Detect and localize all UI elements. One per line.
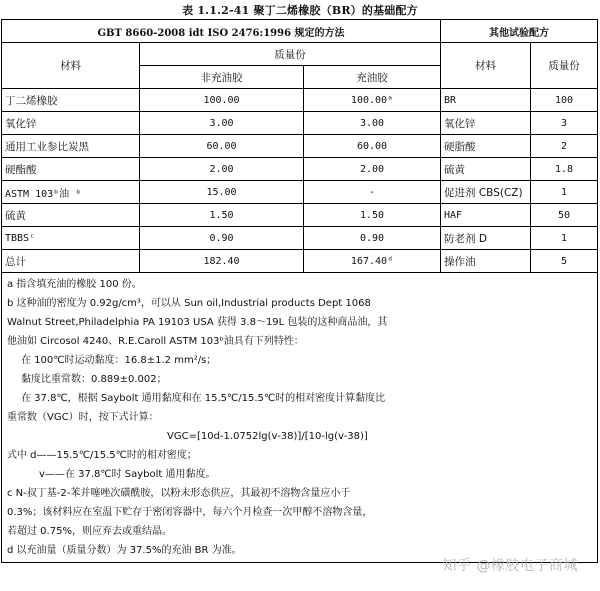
row-oil: 3.00 bbox=[304, 112, 441, 135]
row-right-parts: 3 bbox=[531, 112, 598, 135]
row-right-parts: 1 bbox=[531, 227, 598, 250]
row-right-material: BR bbox=[441, 89, 531, 112]
footnote-b: b 这种油的密度为 0.92g/cm³，可以从 Sun oil,Industrial products Dept 1068 bbox=[7, 298, 371, 309]
row-material: TBBSᶜ bbox=[2, 227, 140, 250]
formula-legend-d: 式中 d——15.5℃/15.5℃时的相对密度； bbox=[7, 450, 197, 461]
col-header-material: 材料 bbox=[2, 43, 140, 89]
footnote-b-line2: Walnut Street,Philadelphia PA 19103 USA 获得 3.8～19L 包装的这种商品油，其 bbox=[7, 317, 388, 328]
row-right-material: 操作油 bbox=[441, 250, 531, 273]
footnote-c-line2: 0.3%；该材料应在室温下贮存于密闭容器中，每六个月检查一次甲醇不溶物含量， bbox=[7, 507, 373, 518]
row-material: 丁二烯橡胶 bbox=[2, 89, 140, 112]
row-oil: - bbox=[304, 181, 441, 204]
row-right-material: 硬脂酸 bbox=[441, 135, 531, 158]
table-row bbox=[2, 89, 598, 112]
col-header-oil: 充油胶 bbox=[304, 66, 441, 89]
table-row bbox=[2, 227, 598, 250]
row-right-parts: 50 bbox=[531, 204, 598, 227]
vgc-formula: VGC=[10d-1.0752lg(v-38)]/[10-lg(v-38)] bbox=[167, 431, 368, 442]
row-right-material: 促进剂 CBS(CZ) bbox=[441, 181, 531, 204]
table-row bbox=[2, 112, 598, 135]
row-non-oil: 60.00 bbox=[140, 135, 304, 158]
row-oil: 1.50 bbox=[304, 204, 441, 227]
footnote-d: d 以充油量（质量分数）为 37.5%的充油 BR 为准。 bbox=[7, 545, 242, 556]
row-right-material: 硫黄 bbox=[441, 158, 531, 181]
row-right-parts: 5 bbox=[531, 250, 598, 273]
table-row bbox=[2, 135, 598, 158]
row-material: 硫黄 bbox=[2, 204, 140, 227]
table-row bbox=[2, 250, 598, 273]
table-row bbox=[2, 158, 598, 181]
footnotes bbox=[2, 273, 598, 563]
table-row bbox=[2, 204, 598, 227]
col-header-parts: 质量份 bbox=[140, 43, 441, 66]
footnote-a: a 指含填充油的橡胶 100 份。 bbox=[7, 279, 142, 290]
row-non-oil: 3.00 bbox=[140, 112, 304, 135]
formula-table bbox=[1, 19, 598, 563]
row-right-material: HAF bbox=[441, 204, 531, 227]
footnote-c-line3: 若超过 0.75%，则应弃去或重结晶。 bbox=[7, 526, 172, 537]
footnote-b-vgc-constant: 黏度比重常数：0.889±0.002； bbox=[21, 374, 167, 385]
row-right-parts: 1 bbox=[531, 181, 598, 204]
row-non-oil: 1.50 bbox=[140, 204, 304, 227]
table-title: 表 1.1.2-41 聚丁二烯橡胶（BR）的基础配方 bbox=[182, 4, 418, 17]
footnote-c: c N-叔丁基-2-苯并噻唑次磺酰胺，以粉末形态供应，其最初不溶物含量应小于 bbox=[7, 488, 351, 499]
row-right-parts: 100 bbox=[531, 89, 598, 112]
watermark: 知乎 @橡胶电子商城 bbox=[442, 558, 578, 574]
footnote-b-calc-line2: 重常数（VGC）时，按下式计算： bbox=[7, 412, 159, 423]
row-material: 硬酯酸 bbox=[2, 158, 140, 181]
right-col-header-material: 材料 bbox=[441, 43, 531, 89]
row-material: 氧化锌 bbox=[2, 112, 140, 135]
col-header-non-oil: 非充油胶 bbox=[140, 66, 304, 89]
row-right-parts: 2 bbox=[531, 135, 598, 158]
right-section-header: 其他试验配方 bbox=[441, 20, 598, 43]
row-material: 通用工业参比炭黑 bbox=[2, 135, 140, 158]
row-oil: 167.40ᵈ bbox=[304, 250, 441, 273]
row-oil: 100.00ᵃ bbox=[304, 89, 441, 112]
row-right-material: 氧化锌 bbox=[441, 112, 531, 135]
footnote-b-line3: 他油如 Circosol 4240、R.E.Caroll ASTM 103ᵇ油具有下列特性： bbox=[7, 336, 304, 347]
row-oil: 60.00 bbox=[304, 135, 441, 158]
row-material: 总计 bbox=[2, 250, 140, 273]
formula-legend-v: v——在 37.8℃时 Saybolt 通用黏度。 bbox=[39, 469, 216, 480]
left-section-header: GBT 8660-2008 idt ISO 2476:1996 规定的方法 bbox=[2, 20, 441, 43]
row-non-oil: 0.90 bbox=[140, 227, 304, 250]
footnote-b-calc: 在 37.8℃，根据 Saybolt 通用黏度和在 15.5℃/15.5℃时的相对密度计算黏度比 bbox=[21, 393, 386, 404]
right-col-header-parts: 质量份 bbox=[531, 43, 598, 89]
row-oil: 0.90 bbox=[304, 227, 441, 250]
row-material: ASTM 103ᵇ油 ᵇ bbox=[2, 181, 140, 204]
row-non-oil: 100.00 bbox=[140, 89, 304, 112]
row-non-oil: 15.00 bbox=[140, 181, 304, 204]
row-non-oil: 2.00 bbox=[140, 158, 304, 181]
footnote-b-viscosity: 在 100℃时运动黏度：16.8±1.2 mm²/s； bbox=[21, 355, 217, 366]
row-right-material: 防老剂 D bbox=[441, 227, 531, 250]
table-row bbox=[2, 181, 598, 204]
row-oil: 2.00 bbox=[304, 158, 441, 181]
row-right-parts: 1.8 bbox=[531, 158, 598, 181]
row-non-oil: 182.40 bbox=[140, 250, 304, 273]
